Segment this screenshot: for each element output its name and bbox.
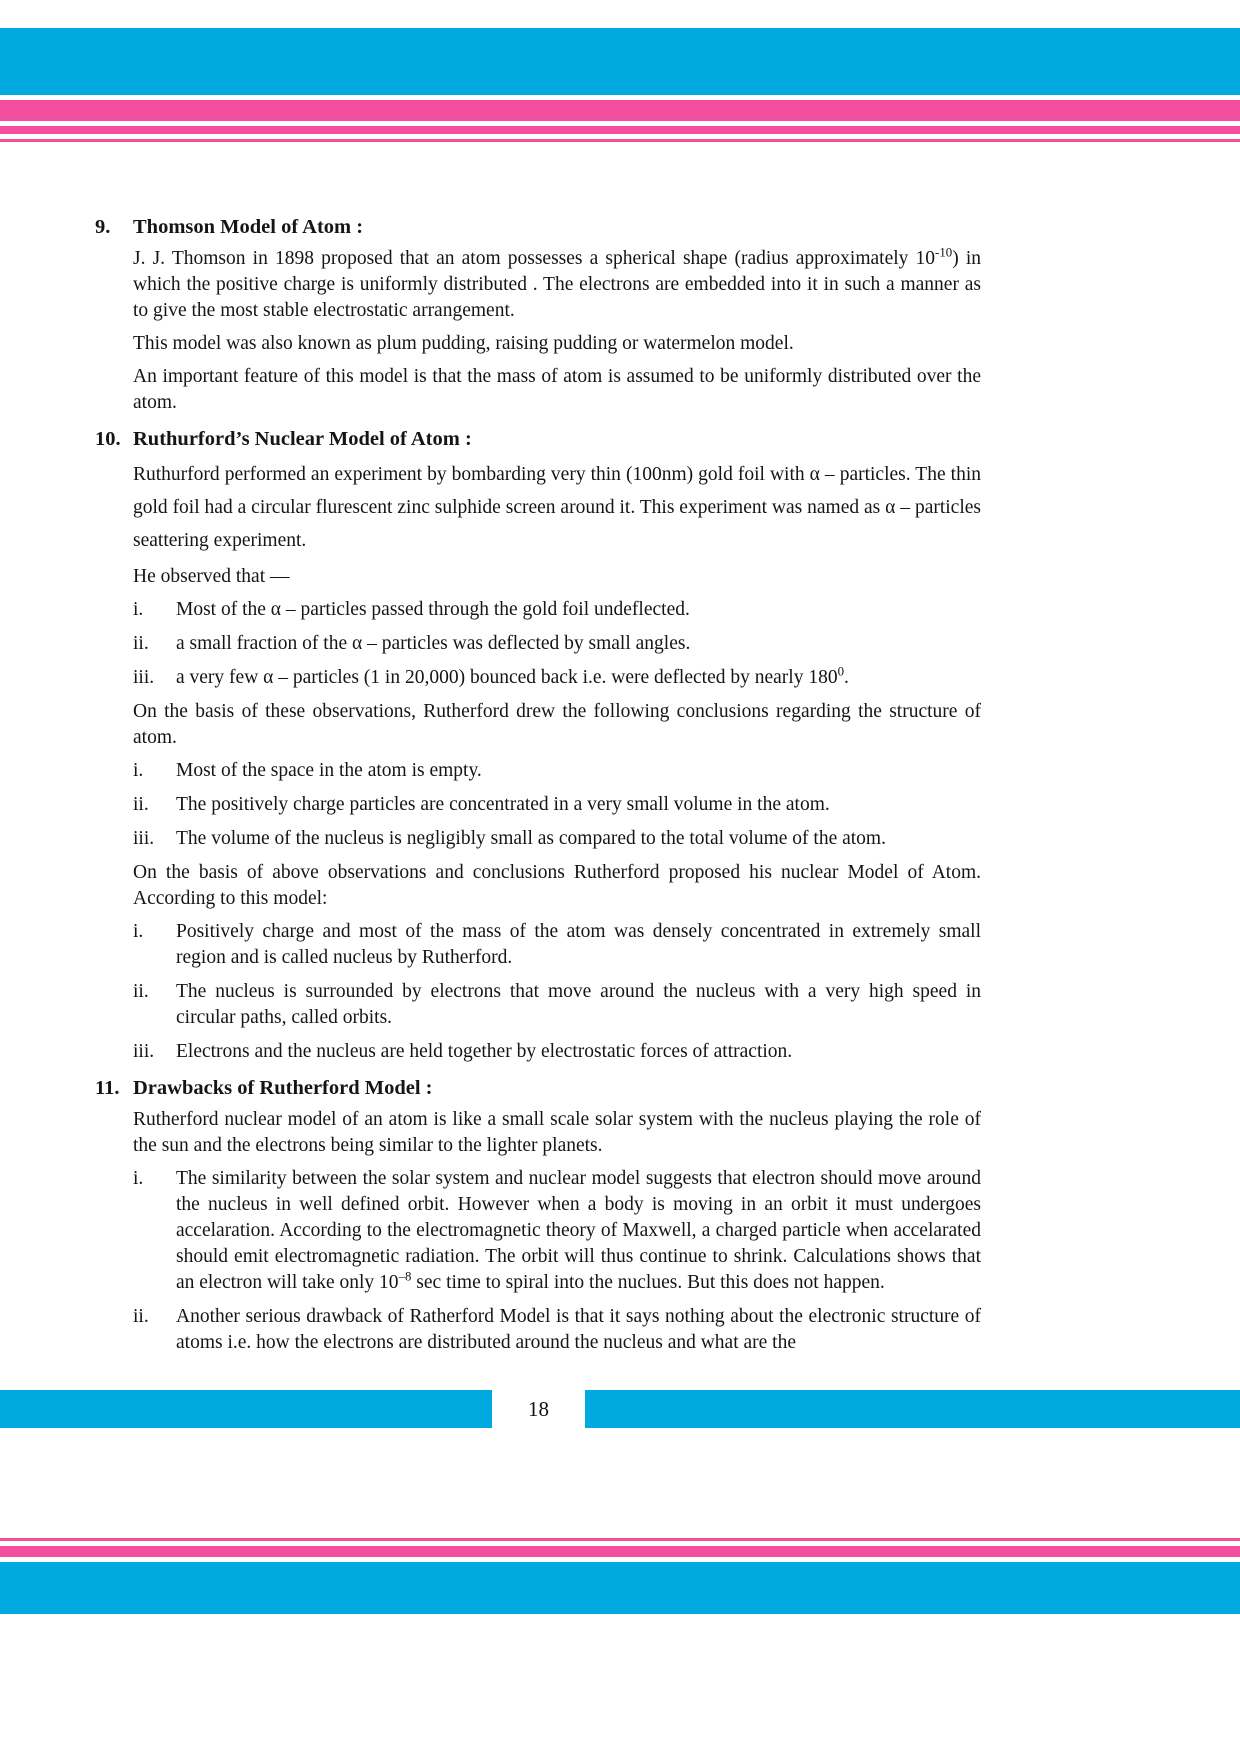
bottom-pink-bar	[0, 1546, 1240, 1557]
list-item	[133, 826, 981, 852]
bottom-cyan-bar	[0, 1562, 1240, 1614]
paragraph-text: ) in which the positive charge is uniformly distributed . The electrons are embedded into it in such a manner as to give the most stable electrostatic arrangement.	[133, 248, 981, 321]
section-title: Thomson Model of Atom :	[133, 216, 364, 238]
paragraph: Rutherford nuclear model of an atom is like a small scale solar system with the nucleus playing the role of the sun and the electrons being similar to the lighter planets.	[133, 1109, 981, 1156]
list-text: Positively charge and most of the mass of the atom was densely concentrated in extremely small region and is called nucleus by Rutherford.	[176, 921, 981, 968]
list-item	[133, 792, 981, 818]
list-item	[133, 919, 981, 971]
footer-bar-left	[0, 1390, 492, 1428]
section-title: Ruthurford’s Nuclear Model of Atom :	[133, 428, 472, 450]
page-number: 18	[492, 1390, 585, 1428]
list-text-part: The similarity between the solar system and nuclear model suggests that electron should move around the nucleus in well defined orbit. However when a body is moving in an orbit it must undergoes accelaration. According to the electromagnetic theory of Maxwell, a charged particle when accelarated should emit electromagnetic radiation. The orbit will thus continue to shrink. Calculations shows that an electron will take only 10	[176, 1168, 981, 1293]
list-text: Most of the α – particles passed through the gold foil undeflected.	[176, 599, 690, 620]
list-marker: i.	[133, 760, 144, 781]
list-marker: i.	[133, 921, 144, 942]
list-item	[133, 631, 981, 657]
top-pink-line-thin	[0, 139, 1240, 142]
list-marker: ii.	[133, 633, 149, 654]
list-text-part: a very few α – particles (1 in 20,000) bounced back i.e. were deflected by nearly 180	[176, 667, 838, 688]
list-text-part: sec time to spiral into the nuclues. But this does not happen.	[411, 1272, 885, 1293]
list-item	[133, 979, 981, 1031]
list-marker: ii.	[133, 794, 149, 815]
footer-band	[0, 1390, 1240, 1428]
list-item	[133, 1039, 981, 1065]
list-item	[133, 665, 981, 691]
list-text: Electrons and the nucleus are held together by electrostatic forces of attraction.	[176, 1041, 793, 1062]
list-text: Another serious drawback of Ratherford Model is that it says nothing about the electronic structure of atoms i.e. how the electrons are distributed around the nucleus and what are the	[176, 1306, 981, 1353]
paragraph-text: J. J. Thomson in 1898 proposed that an atom possesses a spherical shape (radius approximately 10	[133, 248, 936, 269]
list-marker: ii.	[133, 981, 149, 1002]
paragraph: He observed that —	[133, 566, 290, 587]
list-item	[133, 758, 981, 784]
list-marker: iii.	[133, 667, 155, 688]
top-cyan-bar	[0, 28, 1240, 95]
top-pink-bar	[0, 100, 1240, 121]
list-text: Most of the space in the atom is empty.	[176, 760, 482, 781]
section-number: 10.	[95, 428, 121, 450]
list-text-part: .	[844, 667, 849, 688]
list-text: The positively charge particles are concentrated in a very small volume in the atom.	[176, 794, 830, 815]
superscript: -10	[935, 245, 953, 260]
superscript: 0	[837, 664, 845, 679]
list-text: a small fraction of the α – particles was deflected by small angles.	[176, 633, 691, 654]
bottom-pink-line-thin	[0, 1538, 1240, 1541]
paragraph: On the basis of above observations and conclusions Rutherford proposed his nuclear Model of Atom. According to this model:	[133, 862, 981, 909]
page-content	[95, 204, 981, 1364]
list-text: The volume of the nucleus is negligibly small as compared to the total volume of the atom.	[176, 828, 886, 849]
section-11-heading	[95, 1075, 981, 1101]
list-marker: iii.	[133, 1041, 155, 1062]
list-marker: i.	[133, 599, 144, 620]
footer-bar-right	[585, 1390, 1240, 1428]
list-item	[133, 1166, 981, 1296]
paragraph	[133, 246, 981, 324]
section-number: 11.	[95, 1077, 120, 1099]
paragraph: Ruthurford performed an experiment by bombarding very thin (100nm) gold foil with α – particles. The thin gold foil had a circular flurescent zinc sulphide screen around it. This experiment was named as α – particles seattering experiment.	[133, 464, 981, 551]
list-text: The nucleus is surrounded by electrons that move around the nucleus with a very high speed in circular paths, called orbits.	[176, 981, 981, 1028]
paragraph: This model was also known as plum pudding, raising pudding or watermelon model.	[133, 333, 794, 354]
list-item	[133, 1304, 981, 1356]
superscript: –8	[398, 1269, 412, 1284]
section-title: Drawbacks of Rutherford Model :	[133, 1077, 433, 1099]
list-item	[133, 597, 981, 623]
list-marker: i.	[133, 1168, 144, 1189]
section-9-heading	[95, 214, 981, 240]
list-text	[176, 1166, 981, 1296]
paragraph: On the basis of these observations, Rutherford drew the following conclusions regarding the structure of atom.	[133, 701, 981, 748]
section-number: 9.	[95, 216, 111, 238]
list-text	[176, 665, 981, 691]
list-marker: iii.	[133, 828, 155, 849]
top-pink-line-thick	[0, 126, 1240, 134]
list-marker: ii.	[133, 1306, 149, 1327]
section-10-heading	[95, 426, 981, 452]
paragraph: An important feature of this model is that the mass of atom is assumed to be uniformly distributed over the atom.	[133, 366, 981, 413]
